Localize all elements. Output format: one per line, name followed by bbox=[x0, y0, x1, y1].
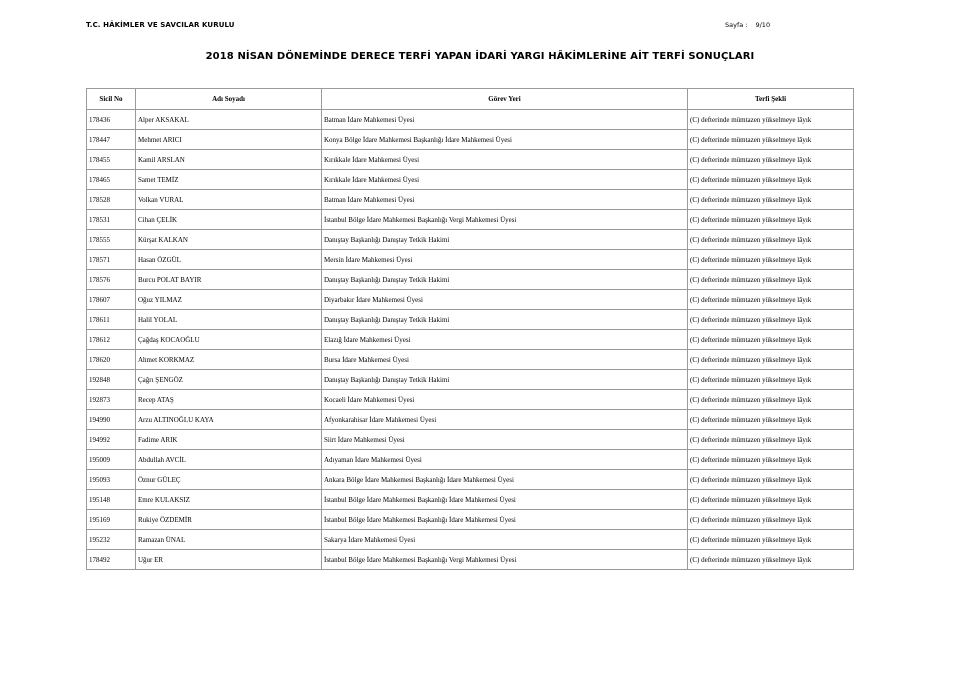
cell-place: Siirt İdare Mahkemesi Üyesi bbox=[322, 430, 688, 450]
cell-result: (C) defterinde mümtazen yükselmeye lâyık bbox=[688, 310, 854, 330]
cell-result: (C) defterinde mümtazen yükselmeye lâyık bbox=[688, 470, 854, 490]
table-row bbox=[87, 250, 854, 270]
cell-name: Uğur ER bbox=[136, 550, 322, 570]
table-row bbox=[87, 170, 854, 190]
cell-place: Afyonkarahisar İdare Mahkemesi Üyesi bbox=[322, 410, 688, 430]
cell-place: Danıştay Başkanlığı Danıştay Tetkik Hakimi bbox=[322, 230, 688, 250]
cell-sicil-no: 195093 bbox=[87, 470, 136, 490]
cell-name: Burcu POLAT BAYIR bbox=[136, 270, 322, 290]
cell-result: (C) defterinde mümtazen yükselmeye lâyık bbox=[688, 550, 854, 570]
cell-place: Bursa İdare Mahkemesi Üyesi bbox=[322, 350, 688, 370]
cell-name: Volkan VURAL bbox=[136, 190, 322, 210]
cell-sicil-no: 195009 bbox=[87, 450, 136, 470]
cell-result: (C) defterinde mümtazen yükselmeye lâyık bbox=[688, 510, 854, 530]
cell-result: (C) defterinde mümtazen yükselmeye lâyık bbox=[688, 330, 854, 350]
cell-place: Kırıkkale İdare Mahkemesi Üyesi bbox=[322, 170, 688, 190]
cell-sicil-no: 194990 bbox=[87, 410, 136, 430]
cell-place: Mersin İdare Mahkemesi Üyesi bbox=[322, 250, 688, 270]
cell-place: İstanbul Bölge İdare Mahkemesi Başkanlığı Vergi Mahkemesi Üyesi bbox=[322, 550, 688, 570]
cell-name: Rukiye ÖZDEMİR bbox=[136, 510, 322, 530]
cell-sicil-no: 178555 bbox=[87, 230, 136, 250]
cell-place: Ankara Bölge İdare Mahkemesi Başkanlığı İdare Mahkemesi Üyesi bbox=[322, 470, 688, 490]
table-row bbox=[87, 390, 854, 410]
cell-result: (C) defterinde mümtazen yükselmeye lâyık bbox=[688, 210, 854, 230]
table-header-row bbox=[87, 89, 854, 110]
table-row bbox=[87, 530, 854, 550]
cell-result: (C) defterinde mümtazen yükselmeye lâyık bbox=[688, 390, 854, 410]
cell-place: Danıştay Başkanlığı Danıştay Tetkik Hakimi bbox=[322, 370, 688, 390]
cell-sicil-no: 195148 bbox=[87, 490, 136, 510]
cell-name: Mehmet ARICI bbox=[136, 130, 322, 150]
cell-name: Fadime ARIK bbox=[136, 430, 322, 450]
cell-place: İstanbul Bölge İdare Mahkemesi Başkanlığı Vergi Mahkemesi Üyesi bbox=[322, 210, 688, 230]
cell-sicil-no: 178620 bbox=[87, 350, 136, 370]
page-number-label: Sayfa : bbox=[725, 21, 748, 29]
cell-result: (C) defterinde mümtazen yükselmeye lâyık bbox=[688, 290, 854, 310]
cell-name: Kürşat KALKAN bbox=[136, 230, 322, 250]
cell-sicil-no: 178607 bbox=[87, 290, 136, 310]
cell-sicil-no: 178447 bbox=[87, 130, 136, 150]
table-row bbox=[87, 410, 854, 430]
cell-result: (C) defterinde mümtazen yükselmeye lâyık bbox=[688, 270, 854, 290]
cell-name: Çağdaş KOCAOĞLU bbox=[136, 330, 322, 350]
cell-name: Arzu ALTINOĞLU KAYA bbox=[136, 410, 322, 430]
table-row bbox=[87, 270, 854, 290]
table-row bbox=[87, 370, 854, 390]
cell-sicil-no: 178576 bbox=[87, 270, 136, 290]
cell-sicil-no: 195232 bbox=[87, 530, 136, 550]
cell-result: (C) defterinde mümtazen yükselmeye lâyık bbox=[688, 450, 854, 470]
table-row bbox=[87, 350, 854, 370]
cell-sicil-no: 178528 bbox=[87, 190, 136, 210]
cell-sicil-no: 178436 bbox=[87, 110, 136, 130]
cell-name: Ahmet KORKMAZ bbox=[136, 350, 322, 370]
cell-place: Adıyaman İdare Mahkemesi Üyesi bbox=[322, 450, 688, 470]
cell-sicil-no: 178465 bbox=[87, 170, 136, 190]
cell-name: Öznur GÜLEÇ bbox=[136, 470, 322, 490]
cell-sicil-no: 192873 bbox=[87, 390, 136, 410]
cell-place: Elazığ İdare Mahkemesi Üyesi bbox=[322, 330, 688, 350]
column-header-result: Terfi Şekli bbox=[688, 89, 854, 110]
cell-sicil-no: 194992 bbox=[87, 430, 136, 450]
organization-name: T.C. HÂKİMLER VE SAVCILAR KURULU bbox=[86, 21, 235, 29]
cell-sicil-no: 178455 bbox=[87, 150, 136, 170]
cell-name: Abdullah AVCİL bbox=[136, 450, 322, 470]
cell-result: (C) defterinde mümtazen yükselmeye lâyık bbox=[688, 530, 854, 550]
cell-sicil-no: 178531 bbox=[87, 210, 136, 230]
cell-place: Danıştay Başkanlığı Danıştay Tetkik Hakimi bbox=[322, 270, 688, 290]
document-title: 2018 NİSAN DÖNEMİNDE DERECE TERFİ YAPAN İDARİ YARGI HÂKİMLERİNE AİT TERFİ SONUÇLARI bbox=[205, 51, 755, 62]
table-row bbox=[87, 310, 854, 330]
table-row bbox=[87, 510, 854, 530]
cell-sicil-no: 178611 bbox=[87, 310, 136, 330]
cell-result: (C) defterinde mümtazen yükselmeye lâyık bbox=[688, 230, 854, 250]
table-row bbox=[87, 290, 854, 310]
cell-result: (C) defterinde mümtazen yükselmeye lâyık bbox=[688, 430, 854, 450]
table-row bbox=[87, 430, 854, 450]
table-row bbox=[87, 490, 854, 510]
table-row bbox=[87, 150, 854, 170]
cell-name: Samet TEMİZ bbox=[136, 170, 322, 190]
table-row bbox=[87, 210, 854, 230]
cell-place: İstanbul Bölge İdare Mahkemesi Başkanlığı İdare Mahkemesi Üyesi bbox=[322, 490, 688, 510]
cell-place: Diyarbakır İdare Mahkemesi Üyesi bbox=[322, 290, 688, 310]
cell-name: Ramazan ÜNAL bbox=[136, 530, 322, 550]
table-row bbox=[87, 330, 854, 350]
cell-name: Halil YOLAL bbox=[136, 310, 322, 330]
column-header-sicil-no: Sicil No bbox=[87, 89, 136, 110]
cell-result: (C) defterinde mümtazen yükselmeye lâyık bbox=[688, 410, 854, 430]
cell-sicil-no: 192848 bbox=[87, 370, 136, 390]
cell-result: (C) defterinde mümtazen yükselmeye lâyık bbox=[688, 170, 854, 190]
results-table bbox=[86, 88, 854, 570]
cell-place: Batman İdare Mahkemesi Üyesi bbox=[322, 110, 688, 130]
cell-place: Kocaeli İdare Mahkemesi Üyesi bbox=[322, 390, 688, 410]
cell-place: Konya Bölge İdare Mahkemesi Başkanlığı İdare Mahkemesi Üyesi bbox=[322, 130, 688, 150]
cell-sicil-no: 195169 bbox=[87, 510, 136, 530]
cell-name: Recep ATAŞ bbox=[136, 390, 322, 410]
cell-result: (C) defterinde mümtazen yükselmeye lâyık bbox=[688, 110, 854, 130]
cell-place: Kırıkkale İdare Mahkemesi Üyesi bbox=[322, 150, 688, 170]
table-row bbox=[87, 450, 854, 470]
table-row bbox=[87, 130, 854, 150]
cell-sicil-no: 178571 bbox=[87, 250, 136, 270]
table-row bbox=[87, 550, 854, 570]
cell-name: Cihan ÇELİK bbox=[136, 210, 322, 230]
cell-sicil-no: 178492 bbox=[87, 550, 136, 570]
cell-result: (C) defterinde mümtazen yükselmeye lâyık bbox=[688, 250, 854, 270]
cell-result: (C) defterinde mümtazen yükselmeye lâyık bbox=[688, 150, 854, 170]
cell-sicil-no: 178612 bbox=[87, 330, 136, 350]
cell-name: Emre KULAKSIZ bbox=[136, 490, 322, 510]
cell-name: Çağrı ŞENGÖZ bbox=[136, 370, 322, 390]
cell-place: Batman İdare Mahkemesi Üyesi bbox=[322, 190, 688, 210]
cell-name: Oğuz YILMAZ bbox=[136, 290, 322, 310]
table-row bbox=[87, 110, 854, 130]
cell-result: (C) defterinde mümtazen yükselmeye lâyık bbox=[688, 190, 854, 210]
cell-name: Kamil ARSLAN bbox=[136, 150, 322, 170]
cell-result: (C) defterinde mümtazen yükselmeye lâyık bbox=[688, 370, 854, 390]
cell-place: Sakarya İdare Mahkemesi Üyesi bbox=[322, 530, 688, 550]
table-row bbox=[87, 470, 854, 490]
cell-place: Danıştay Başkanlığı Danıştay Tetkik Hakimi bbox=[322, 310, 688, 330]
cell-result: (C) defterinde mümtazen yükselmeye lâyık bbox=[688, 350, 854, 370]
page-number-value: 9/10 bbox=[755, 21, 771, 29]
table-row bbox=[87, 190, 854, 210]
cell-name: Alper AKSAKAL bbox=[136, 110, 322, 130]
column-header-place: Görev Yeri bbox=[322, 89, 688, 110]
cell-name: Hasan ÖZGÜL bbox=[136, 250, 322, 270]
cell-result: (C) defterinde mümtazen yükselmeye lâyık bbox=[688, 490, 854, 510]
cell-place: İstanbul Bölge İdare Mahkemesi Başkanlığı İdare Mahkemesi Üyesi bbox=[322, 510, 688, 530]
cell-result: (C) defterinde mümtazen yükselmeye lâyık bbox=[688, 130, 854, 150]
column-header-name: Adı Soyadı bbox=[136, 89, 322, 110]
page-number bbox=[725, 21, 770, 29]
table-row bbox=[87, 230, 854, 250]
